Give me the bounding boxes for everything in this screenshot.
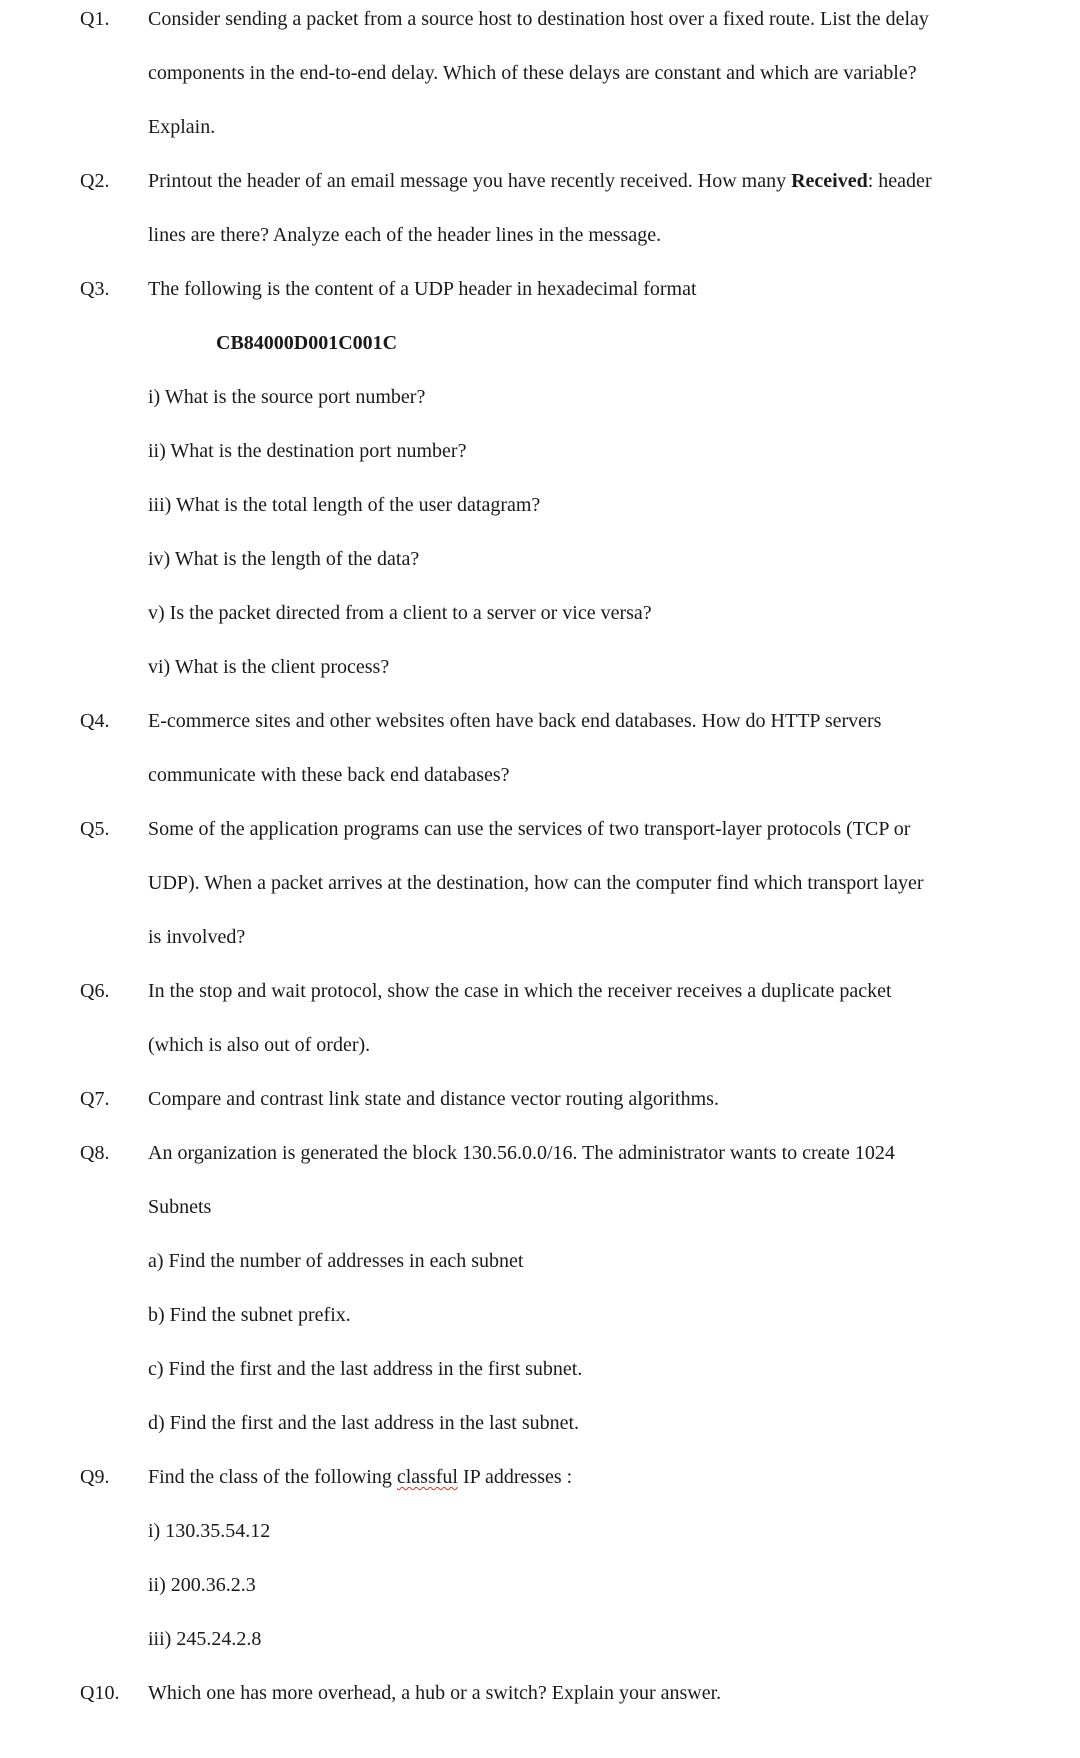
udp-header-hex: CB84000D001C001C — [216, 332, 398, 354]
sub-question: iii) What is the total length of the user datagram? — [148, 494, 541, 516]
question-text-segment: : header — [867, 170, 932, 192]
sub-question: ii) 200.36.2.3 — [148, 1574, 256, 1596]
question-number: Q2. — [80, 170, 110, 192]
question-text-line: An organization is generated the block 130.56.0.0/16. The administrator wants to create 1024 — [148, 1142, 895, 1164]
sub-question: ii) What is the destination port number? — [148, 440, 467, 462]
question-text-segment: IP addresses : — [457, 1466, 573, 1488]
question-text-line — [148, 169, 932, 193]
question-text-segment: Find the class of the following — [148, 1466, 397, 1488]
question-text-line — [148, 1465, 572, 1489]
question-text-line: lines are there? Analyze each of the header lines in the message. — [148, 224, 662, 246]
question-text-line: Subnets — [148, 1196, 212, 1218]
question-text-line: Consider sending a packet from a source host to destination host over a fixed route. List the delay — [148, 8, 929, 30]
sub-question: b) Find the subnet prefix. — [148, 1304, 351, 1326]
question-text-line: Some of the application programs can use the services of two transport-layer protocols (TCP or — [148, 818, 911, 840]
question-text-line: (which is also out of order). — [148, 1034, 371, 1056]
spellcheck-flagged-word: classful — [396, 1466, 458, 1488]
sub-question: iii) 245.24.2.8 — [148, 1628, 262, 1650]
question-text-line: UDP). When a packet arrives at the destination, how can the computer find which transport layer — [148, 872, 924, 894]
sub-question: i) 130.35.54.12 — [148, 1520, 271, 1542]
sub-question: a) Find the number of addresses in each subnet — [148, 1250, 524, 1272]
sub-question: d) Find the first and the last address in the last subnet. — [148, 1412, 580, 1434]
sub-question: vi) What is the client process? — [148, 656, 390, 678]
sub-question: i) What is the source port number? — [148, 386, 426, 408]
question-text-segment: Printout the header of an email message you have recently received. How many — [148, 170, 792, 192]
question-number: Q9. — [80, 1466, 110, 1488]
question-number: Q3. — [80, 278, 110, 300]
question-text-line: Explain. — [148, 116, 216, 138]
question-text-line: Compare and contrast link state and distance vector routing algorithms. — [148, 1088, 719, 1110]
question-number: Q7. — [80, 1088, 110, 1110]
question-number: Q4. — [80, 710, 110, 732]
question-number: Q6. — [80, 980, 110, 1002]
question-text-line: In the stop and wait protocol, show the case in which the receiver receives a duplicate packet — [148, 980, 892, 1002]
sub-question: v) Is the packet directed from a client to a server or vice versa? — [148, 602, 652, 624]
sub-question: c) Find the first and the last address in the first subnet. — [148, 1358, 583, 1380]
question-number: Q1. — [80, 8, 110, 30]
question-text-line: E-commerce sites and other websites often have back end databases. How do HTTP servers — [148, 710, 882, 732]
question-text-line: communicate with these back end databases? — [148, 764, 510, 786]
received-keyword: Received — [791, 170, 868, 192]
sub-question: iv) What is the length of the data? — [148, 548, 420, 570]
question-text-line: The following is the content of a UDP header in hexadecimal format — [148, 278, 697, 300]
question-text-line: Which one has more overhead, a hub or a switch? Explain your answer. — [148, 1682, 722, 1704]
question-text-line: components in the end-to-end delay. Which of these delays are constant and which are variable? — [148, 62, 917, 84]
question-number: Q10. — [80, 1682, 120, 1704]
question-text-line: is involved? — [148, 926, 246, 948]
question-number: Q8. — [80, 1142, 110, 1164]
question-number: Q5. — [80, 818, 110, 840]
